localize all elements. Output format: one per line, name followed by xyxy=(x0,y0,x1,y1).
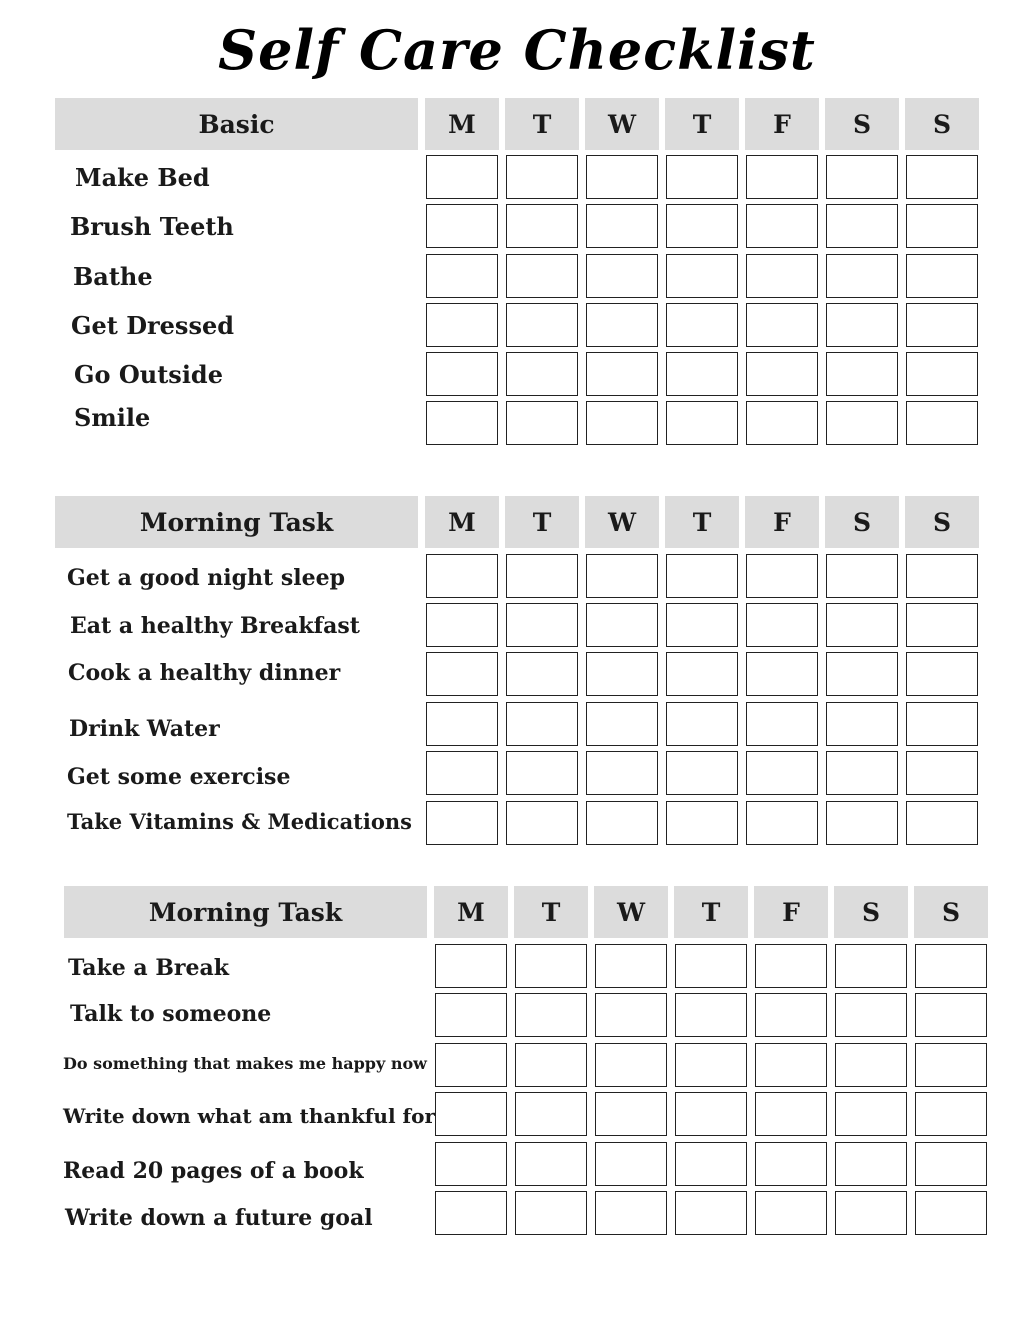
checkbox[interactable] xyxy=(426,401,498,445)
day-header-mon: M xyxy=(434,886,508,938)
checkbox[interactable] xyxy=(906,401,978,445)
checkbox[interactable] xyxy=(515,1142,587,1186)
checkbox[interactable] xyxy=(506,303,578,347)
checkbox[interactable] xyxy=(666,801,738,845)
checkbox[interactable] xyxy=(746,554,818,598)
checkbox[interactable] xyxy=(826,801,898,845)
day-header-wed: W xyxy=(585,98,659,150)
checkbox[interactable] xyxy=(506,401,578,445)
checkbox[interactable] xyxy=(515,1092,587,1136)
checkbox[interactable] xyxy=(755,1043,827,1087)
checkbox[interactable] xyxy=(906,702,978,746)
checkbox[interactable] xyxy=(435,993,507,1037)
checkbox[interactable] xyxy=(666,401,738,445)
checkbox[interactable] xyxy=(675,1092,747,1136)
day-header-sun: S xyxy=(914,886,988,938)
checkbox[interactable] xyxy=(595,1142,667,1186)
checkbox[interactable] xyxy=(595,1191,667,1235)
checkbox[interactable] xyxy=(906,751,978,795)
checkbox[interactable] xyxy=(755,944,827,988)
checkbox[interactable] xyxy=(755,1142,827,1186)
checkbox[interactable] xyxy=(586,303,658,347)
checkbox[interactable] xyxy=(666,254,738,298)
checkbox[interactable] xyxy=(826,352,898,396)
task-label: Drink Water xyxy=(69,716,220,742)
checkbox[interactable] xyxy=(586,652,658,696)
day-header-tue: T xyxy=(505,98,579,150)
section-header: Basic xyxy=(55,98,418,150)
checkbox[interactable] xyxy=(746,254,818,298)
checkbox[interactable] xyxy=(915,944,987,988)
checkbox[interactable] xyxy=(675,993,747,1037)
checkbox[interactable] xyxy=(506,652,578,696)
afternoon-task-section xyxy=(64,886,994,1238)
checkbox[interactable] xyxy=(666,751,738,795)
checkbox[interactable] xyxy=(906,204,978,248)
checkbox[interactable] xyxy=(746,155,818,199)
checkbox[interactable] xyxy=(506,751,578,795)
task-label: Eat a healthy Breakfast xyxy=(70,613,360,639)
checkbox[interactable] xyxy=(906,254,978,298)
checkbox[interactable] xyxy=(906,352,978,396)
checkbox[interactable] xyxy=(675,1191,747,1235)
task-label: Make Bed xyxy=(75,163,210,192)
checkbox[interactable] xyxy=(586,751,658,795)
day-header-sat: S xyxy=(825,496,899,548)
checkbox[interactable] xyxy=(746,652,818,696)
checkbox[interactable] xyxy=(595,1092,667,1136)
checkbox[interactable] xyxy=(506,352,578,396)
checkbox[interactable] xyxy=(586,554,658,598)
day-header-mon: M xyxy=(425,98,499,150)
checkbox[interactable] xyxy=(586,204,658,248)
checkbox[interactable] xyxy=(906,303,978,347)
checkbox[interactable] xyxy=(746,702,818,746)
checkbox[interactable] xyxy=(506,801,578,845)
task-label: Write down what am thankful for xyxy=(63,1104,435,1128)
checkbox[interactable] xyxy=(595,1043,667,1087)
checkbox[interactable] xyxy=(426,303,498,347)
checkbox[interactable] xyxy=(586,401,658,445)
checkbox[interactable] xyxy=(666,554,738,598)
checkbox[interactable] xyxy=(666,155,738,199)
day-header-wed: W xyxy=(585,496,659,548)
page-title: Self Care Checklist xyxy=(218,18,816,82)
checkbox[interactable] xyxy=(666,652,738,696)
checkbox[interactable] xyxy=(586,352,658,396)
checkbox[interactable] xyxy=(435,1043,507,1087)
checkbox[interactable] xyxy=(826,702,898,746)
checkbox[interactable] xyxy=(426,155,498,199)
day-header-thu: T xyxy=(665,496,739,548)
checkbox[interactable] xyxy=(506,702,578,746)
checkbox[interactable] xyxy=(435,1092,507,1136)
checkbox[interactable] xyxy=(835,1092,907,1136)
checkbox[interactable] xyxy=(586,254,658,298)
day-header-thu: T xyxy=(674,886,748,938)
checkbox[interactable] xyxy=(746,603,818,647)
checkbox[interactable] xyxy=(515,944,587,988)
day-header-fri: F xyxy=(745,98,819,150)
checkbox[interactable] xyxy=(835,1142,907,1186)
checkbox[interactable] xyxy=(746,801,818,845)
checkbox[interactable] xyxy=(826,254,898,298)
checkbox[interactable] xyxy=(586,155,658,199)
task-label: Bathe xyxy=(73,262,153,291)
checkbox[interactable] xyxy=(915,993,987,1037)
section-header: Morning Task xyxy=(55,496,418,548)
checkbox[interactable] xyxy=(666,204,738,248)
day-header-sun: S xyxy=(905,98,979,150)
checkbox[interactable] xyxy=(666,352,738,396)
day-header-fri: F xyxy=(745,496,819,548)
checkbox[interactable] xyxy=(515,993,587,1037)
checkbox[interactable] xyxy=(435,1191,507,1235)
day-header-wed: W xyxy=(594,886,668,938)
checkbox[interactable] xyxy=(515,1043,587,1087)
checkbox[interactable] xyxy=(826,554,898,598)
checkbox[interactable] xyxy=(586,702,658,746)
checkbox[interactable] xyxy=(746,303,818,347)
task-label: Talk to someone xyxy=(70,1001,272,1027)
task-label: Get a good night sleep xyxy=(67,565,345,591)
task-label: Do something that makes me happy now xyxy=(63,1054,427,1073)
day-header-sat: S xyxy=(825,98,899,150)
task-label: Brush Teeth xyxy=(70,212,234,241)
checkbox[interactable] xyxy=(915,1043,987,1087)
checkbox[interactable] xyxy=(586,603,658,647)
checkbox[interactable] xyxy=(426,554,498,598)
checkbox[interactable] xyxy=(426,801,498,845)
checkbox[interactable] xyxy=(746,352,818,396)
morning-task-section xyxy=(55,496,985,846)
checkbox[interactable] xyxy=(915,1092,987,1136)
checkbox[interactable] xyxy=(515,1191,587,1235)
task-label: Get some exercise xyxy=(67,764,291,790)
day-header-thu: T xyxy=(665,98,739,150)
checkbox[interactable] xyxy=(915,1191,987,1235)
task-label: Read 20 pages of a book xyxy=(63,1158,364,1184)
checkbox[interactable] xyxy=(666,603,738,647)
checkbox[interactable] xyxy=(426,652,498,696)
basic-section xyxy=(55,98,985,448)
checkbox[interactable] xyxy=(835,944,907,988)
checkbox[interactable] xyxy=(906,801,978,845)
checkbox[interactable] xyxy=(835,993,907,1037)
checkbox[interactable] xyxy=(746,401,818,445)
checkbox[interactable] xyxy=(675,1043,747,1087)
checkbox[interactable] xyxy=(906,155,978,199)
checkbox[interactable] xyxy=(426,751,498,795)
checkbox[interactable] xyxy=(666,303,738,347)
checkbox[interactable] xyxy=(906,603,978,647)
checkbox[interactable] xyxy=(755,1092,827,1136)
checkbox[interactable] xyxy=(826,204,898,248)
checkbox[interactable] xyxy=(826,401,898,445)
task-label: Write down a future goal xyxy=(65,1205,373,1231)
checkbox[interactable] xyxy=(906,652,978,696)
checkbox[interactable] xyxy=(835,1043,907,1087)
checkbox[interactable] xyxy=(506,554,578,598)
checkbox[interactable] xyxy=(755,993,827,1037)
task-label: Go Outside xyxy=(74,360,223,389)
checkbox[interactable] xyxy=(826,603,898,647)
checkbox[interactable] xyxy=(586,801,658,845)
checkbox[interactable] xyxy=(435,1142,507,1186)
day-header-tue: T xyxy=(514,886,588,938)
checkbox[interactable] xyxy=(826,751,898,795)
checkbox[interactable] xyxy=(595,993,667,1037)
section-header: Morning Task xyxy=(64,886,427,938)
checkbox[interactable] xyxy=(426,603,498,647)
checkbox[interactable] xyxy=(506,155,578,199)
checkbox[interactable] xyxy=(826,303,898,347)
checkbox[interactable] xyxy=(506,254,578,298)
day-header-mon: M xyxy=(425,496,499,548)
checkbox[interactable] xyxy=(435,944,507,988)
day-header-sat: S xyxy=(834,886,908,938)
checkbox[interactable] xyxy=(595,944,667,988)
checkbox[interactable] xyxy=(835,1191,907,1235)
task-label: Cook a healthy dinner xyxy=(68,660,341,686)
checkbox[interactable] xyxy=(506,603,578,647)
checkbox[interactable] xyxy=(666,702,738,746)
day-header-fri: F xyxy=(754,886,828,938)
checkbox[interactable] xyxy=(915,1142,987,1186)
day-header-sun: S xyxy=(905,496,979,548)
checkbox[interactable] xyxy=(426,254,498,298)
task-label: Get Dressed xyxy=(71,311,235,340)
checkbox[interactable] xyxy=(675,1142,747,1186)
checkbox[interactable] xyxy=(746,204,818,248)
checkbox[interactable] xyxy=(426,702,498,746)
task-label: Take Vitamins & Medications xyxy=(67,809,412,834)
day-header-tue: T xyxy=(505,496,579,548)
task-label: Smile xyxy=(74,403,151,432)
task-label: Take a Break xyxy=(68,955,230,981)
checkbox[interactable] xyxy=(826,652,898,696)
checkbox[interactable] xyxy=(755,1191,827,1235)
checkbox[interactable] xyxy=(906,554,978,598)
checkbox[interactable] xyxy=(746,751,818,795)
checkbox[interactable] xyxy=(826,155,898,199)
checkbox[interactable] xyxy=(506,204,578,248)
checkbox[interactable] xyxy=(426,204,498,248)
checkbox[interactable] xyxy=(426,352,498,396)
checkbox[interactable] xyxy=(675,944,747,988)
